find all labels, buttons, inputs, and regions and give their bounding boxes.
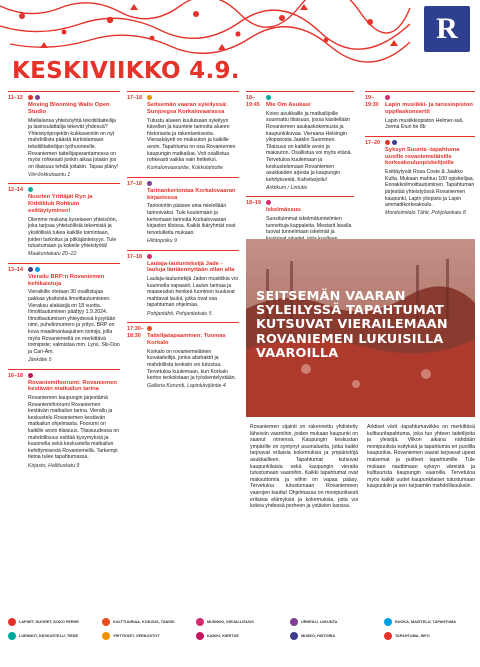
legend-item: [8, 618, 98, 626]
category-dot-icon: [8, 618, 16, 626]
legend-label: MUSIIKKI, KIRJALLISUUS: [207, 619, 254, 624]
event-item: [246, 91, 354, 191]
event-title: Vierailu BRP:n Rovaniemen kehikaistuja: [28, 273, 105, 287]
day-title: KESKIVIIKKO 4.9.: [12, 58, 240, 84]
event-title: Lapin musiikki- ja tanssiopiston oppilaskonsertti: [385, 102, 473, 115]
event-body: [28, 187, 120, 257]
event-title: Rovaniemifoorumi: Rovaniemen kestävän matkailun tarina: [28, 379, 117, 393]
event-time: 18– 19:45: [246, 95, 260, 108]
legend-label: KAIKKI, KIERTUE: [207, 633, 239, 638]
event-title: Syksyn Suunta -tapahtuma uusille rovaniemeläisille korkeakouluopiskelijoille: [385, 146, 460, 167]
event-item: [8, 369, 120, 470]
event-description: Mielialansa yhteisöyhtä tekstiilitaiteilija ja lasinsulattalija tekevät yhdessä? Yhteistyöprojektin kukkaseiniin on nyt mahdollista päästä kurkistamaan tekstiilitaiteilijan työhuoneelle. Rovaniemen taiteilijaparantamossa on myös rohkeasti jonkin aikaa jotakin jos on tilaisuus tehdä joitakin. Tapaa pläny!: [28, 117, 119, 170]
event-description: Suosituimmat iskelmätunnelmien tunnettuja kappaleita. Mestarit lavalla tuovat tunnelmaan iskelmät ja: [266, 216, 352, 236]
category-dot-icon: [266, 200, 271, 205]
category-dot-icon: [28, 95, 33, 100]
category-dot-icon: [28, 373, 33, 378]
event-time: 17–18: [127, 253, 142, 260]
category-dot-icon: [266, 95, 271, 100]
legend-label: KULTTUURIAA, KOKOUS, TANSSI: [113, 619, 175, 624]
legend-item: [196, 632, 286, 640]
event-description: Lapin musiikkiopiston Helmer-sali, Jorma Etun tie 8b: [385, 117, 464, 131]
event-venue: Jänkätie 5: [28, 356, 52, 363]
event-description: Tarinointiin pääsee aina mielellään tarinoivaksi. Tule kuulemaan ja kertomaan tarinoita Korkalovaaran kirjaston tiloissa. Kaikki ikäryhmät ovat tervetulleita mukaan.: [147, 203, 236, 236]
event-venue: Galleria Korundi, Lapinkävijäntie 4: [147, 383, 226, 390]
event-title: Taitelijatapaaminen: Tuomas Korkalo: [147, 333, 226, 346]
event-body: [266, 95, 354, 191]
event-item: [8, 91, 120, 178]
article-column-1: Rovaniemen sijainti on rakennettu yhdistetty läheisiin vaaroihin, joiden mukaan kaupunki on saanut nimensä. Kaupungin keskustan ympärille on syntynyt asuinalueita, jotka kaikki tarjoavat erilaisia kokemuksia ja ympäristöjä asukkailleen. Tapahtumat kutsuvat kaupunkilaisia sekä kaupungin vieraita tutustumaan vaaroihin. Kaikki tapahtumat ovat maksuttomia ja niihin on vapaa pääsy. Tervetuloa tutustumaan Rovaniemeen vaarojen kautta! Ohjelmassa on monipuolisesti erilaisia elämyksiä ja kokemuksia, joita voi kokea yhdessä perheen ja ystävien kanssa.: [250, 424, 358, 510]
event-item: [127, 91, 239, 172]
event-body: [147, 95, 239, 172]
category-icons: [28, 187, 120, 192]
category-dot-icon: [8, 632, 16, 640]
event-body: [147, 326, 239, 390]
category-dot-icon: [290, 632, 298, 640]
category-legend: [8, 618, 474, 640]
category-icons: [28, 373, 120, 378]
event-time: 17–20: [365, 139, 380, 146]
category-dot-icon: [28, 267, 33, 272]
event-column-1: [8, 91, 120, 474]
event-venue: Pohjantähti, Pohjantiekatu 5: [147, 310, 212, 317]
event-venue: Korkalonvaarantie, Kokkolahtotie: [147, 165, 223, 172]
event-time: 11–13: [8, 95, 23, 101]
event-title: Seitsemän vaaran syleilyssä: Sunjoegsa Korkalovaarassa: [147, 102, 228, 115]
legend-item: [384, 632, 474, 640]
event-title: Iskelmässuu: [266, 207, 301, 214]
category-dot-icon: [35, 267, 40, 272]
legend-label: LUENNOT, KESKUSTELU, TIEDE: [19, 633, 79, 638]
event-item: [365, 91, 475, 131]
event-venue: Monitoimitalo Tähti, Pohjolankatu 8: [385, 210, 466, 217]
event-title: Mie Om Asukasi: [266, 102, 311, 108]
event-venue: Hiihtopolku 9: [147, 237, 177, 244]
category-dot-icon: [196, 618, 204, 626]
event-item: [127, 322, 239, 390]
legend-label: URHEILU, LIIKUNTA: [301, 619, 338, 624]
category-icons: [147, 254, 239, 259]
category-icons: [147, 95, 239, 100]
legend-item: [102, 632, 192, 640]
event-body: [385, 140, 475, 217]
category-dot-icon: [147, 181, 152, 186]
event-title: Nuorten Yrittäjät Ryn ja Kiddiklub Rohkuin esittäytyminen!: [28, 194, 93, 215]
event-venue: Kirjasto, Hallituskatu 9: [28, 462, 80, 469]
event-time: 17–18: [127, 95, 142, 101]
event-item: [8, 263, 120, 364]
feature-title: SEITSEMÄN VAARAN SYLEILYSSÄ TAPAHTUMAT KUTSUVAT VIERAILEMAAN ROVANIEMEN LUKUISILLA VAAROILLA: [256, 289, 448, 361]
article-column-2: Arktiset värit -tapahtumaviikko on merkittävä kulttuuritapahtuma, joka tuo yhteen taiteilijoita ja yleisöjä. Viikon aikana nähdään monipuolisia esityksiä ja tapahtumia eri puolilla kaupunkia. Rovaniemen vaarat tarjoavat upeat maisemat ja puitteet tapahtumille. Tule mukaan nauttimaan syksyn väreistä ja kulttuurista kaupungin vaaroilla. Tervetuloa myös kaikki uudet kaupunkilaiset tutustumaan kaupunkiin ja sen tarjoamiin mahdollisuuksiin.: [367, 424, 475, 490]
category-dot-icon: [385, 95, 390, 100]
category-dot-icon: [147, 326, 152, 331]
legend-item: [8, 632, 98, 640]
legend-item: [102, 618, 192, 626]
category-icons: [385, 95, 475, 100]
category-icons: [147, 181, 239, 186]
event-venue: Arktikum / Lintutie: [266, 184, 308, 191]
legend-item: [196, 618, 286, 626]
legend-item: [290, 618, 380, 626]
legend-label: LAPSET, NUORET, KOKO PERHE: [19, 619, 79, 624]
category-dot-icon: [290, 618, 298, 626]
event-column-3: [246, 91, 354, 262]
event-time: 17:30–18:30: [127, 326, 144, 339]
legend-label: YRITYKSET, VERKOSTOT: [113, 633, 160, 638]
logo-letter: R: [436, 12, 458, 45]
event-venue: Maakuntakatu 20–22: [28, 251, 77, 258]
event-title: Moving Blooming Walls Open Studio: [28, 102, 110, 115]
category-dot-icon: [28, 187, 33, 192]
event-time: 16–18: [8, 372, 23, 379]
legend-label: RUOKA, MAISTELU, TAPAHTUMA: [395, 619, 457, 624]
category-dot-icon: [384, 632, 392, 640]
category-dot-icon: [147, 95, 152, 100]
event-time: 17–18: [127, 180, 142, 187]
event-venue: Viiri-linkkutaantu 1: [28, 171, 71, 178]
event-item: [127, 250, 239, 318]
legend-item: [384, 618, 474, 626]
event-description: Korkalo on rovaniemeläinen kuvataiteilija, jonka abstraktit ja mahdollista teoksiin voi tutustua. Tervetuloa kuulemaan, kun Korkalo kertoo teoksistaan ja työskentelystään.: [147, 348, 237, 382]
event-body: [28, 95, 120, 178]
category-dot-icon: [384, 618, 392, 626]
event-description: Laulaja-lauluntekijä Jaden musiikkia voi kuunnella vapaasti. Laulun tarinaa ja maaseudun henkeä luontoon kuuluvat mahtavat laulut, jotka ovat osa tapahtuman ohjelmaa.: [147, 276, 238, 309]
category-dot-icon: [147, 254, 152, 259]
legend-item: [290, 632, 380, 640]
category-icons: [266, 200, 354, 205]
category-icons: [147, 326, 239, 331]
event-time: 19– 19:30: [365, 95, 379, 108]
category-icons: [266, 95, 354, 100]
category-dot-icon: [35, 95, 40, 100]
category-icons: [28, 95, 120, 100]
event-body: [147, 181, 239, 245]
event-description: Koiso asukkaille ja matkailijoille suunnattu tilaisuus, jossa käsitellään Rovaniemen asukaskokemusta ja kaupunkikuvaa. Vieraana Helsingin yliopistosta Jaakko Suominen. Tilaisuus on kaikille avoin ja maksuton. Osallistua voi myös etänä. Tervetuloa kuulemaan ja keskustelemaan Rovaniemen asukkaiden arjesta ja kaupungin kehityksestä. Kahvitarjoilu!: [266, 110, 352, 183]
event-description: Olemme mukana kyseiseen yhteisöön, joka tarjoaa yhteisöllisiä tekemisiä ja yksilöllisiä tukea kaikille toimintaan, joiden tarkoitus ja pitkäjänteisyys. Tule tutustumaan ja kokeile yhteistyötä!: [28, 216, 118, 250]
category-dot-icon: [102, 618, 110, 626]
category-icons: [28, 267, 120, 272]
event-item: [365, 136, 475, 217]
category-dot-icon: [196, 632, 204, 640]
category-icons: [385, 140, 475, 145]
category-dot-icon: [385, 140, 390, 145]
event-title: Laulaja-laulunteksijä Jade - laulujа läntäennyttään ollan alla: [147, 260, 235, 274]
legend-label: MUSEO, HISTORIA: [301, 633, 336, 638]
event-body: [28, 267, 120, 364]
event-time: 18–19: [246, 200, 261, 207]
event-time: 12–14: [8, 187, 23, 194]
event-body: [28, 373, 120, 470]
event-description: Esittäytyvät Rosa Coste & Jaakko Kulta. Mukaan mahtuu 100 opiskelijaa. Ennakkoilmoittautuminen. Tapahtuman järjestää yhteistyössä Rovaniemen kaupunki, Lapin yliopisto ja Lapin ammattikorkeakoulu.: [385, 169, 475, 209]
event-title: Tarinankertontaa Korkalovaaran kirjastossa: [147, 187, 236, 201]
category-dot-icon: [102, 632, 110, 640]
event-body: [147, 254, 239, 318]
event-description: Tutustu alueen kuuluisaan syleilyyn kävellen ja kuuntele tarinoita alueen historiasta ja rakentamisesta. Vieraskäynti on maksuton ja kaikille avoin. Tapahtuma on osa Rovaniemen kaupungin matkailua. Voit osallistua rohkeasti vaikka vain hetkeksi.: [147, 117, 236, 164]
event-column-4: [365, 91, 475, 222]
event-description: Vieraikille otetaan 30 osallistujaa pakkaa yksitoista ilmoittautumiseen. Vieraksu alakäsijä on 18 vuotta. Ilmoittautuminen päättyy 1.9.2024. Ilmoittautumisen yhteydessä kysytään nimi, puhelinnumero ja yritys. BRP on kova maailmanlaajuinen toimija, jolla myös Rovaniemellä on merkittävä toimipiste; valmistaa mm. Lynx, Ski-Doo ja Can-Am.: [28, 289, 120, 355]
event-description: Rovaniemen kaupungin järjestämä Rovaniemifoorumi Rovaniemen kestävän matkailun tarina. Vierailu ja keskustelu Rovaniemen kestävän matkailun ohjelmasta. Foorumi on kaikille avoin tilaisuus. Tilaisuudessa on mahdollisuus esittää kysymyksiä ja kuunnella sekä keskustella matkailun kehittymisestä Rovaniemellä. Tarkempi tietoa tulee tapahtumassa.: [28, 395, 120, 461]
legend-label: TAPAHTUMA, INFO: [395, 633, 430, 638]
event-item: [8, 183, 120, 257]
category-dot-icon: [392, 140, 397, 145]
event-time: 13–14: [8, 266, 23, 273]
event-body: [385, 95, 475, 131]
event-column-2: [127, 91, 239, 395]
city-logo: [424, 6, 470, 52]
event-item: [127, 177, 239, 245]
